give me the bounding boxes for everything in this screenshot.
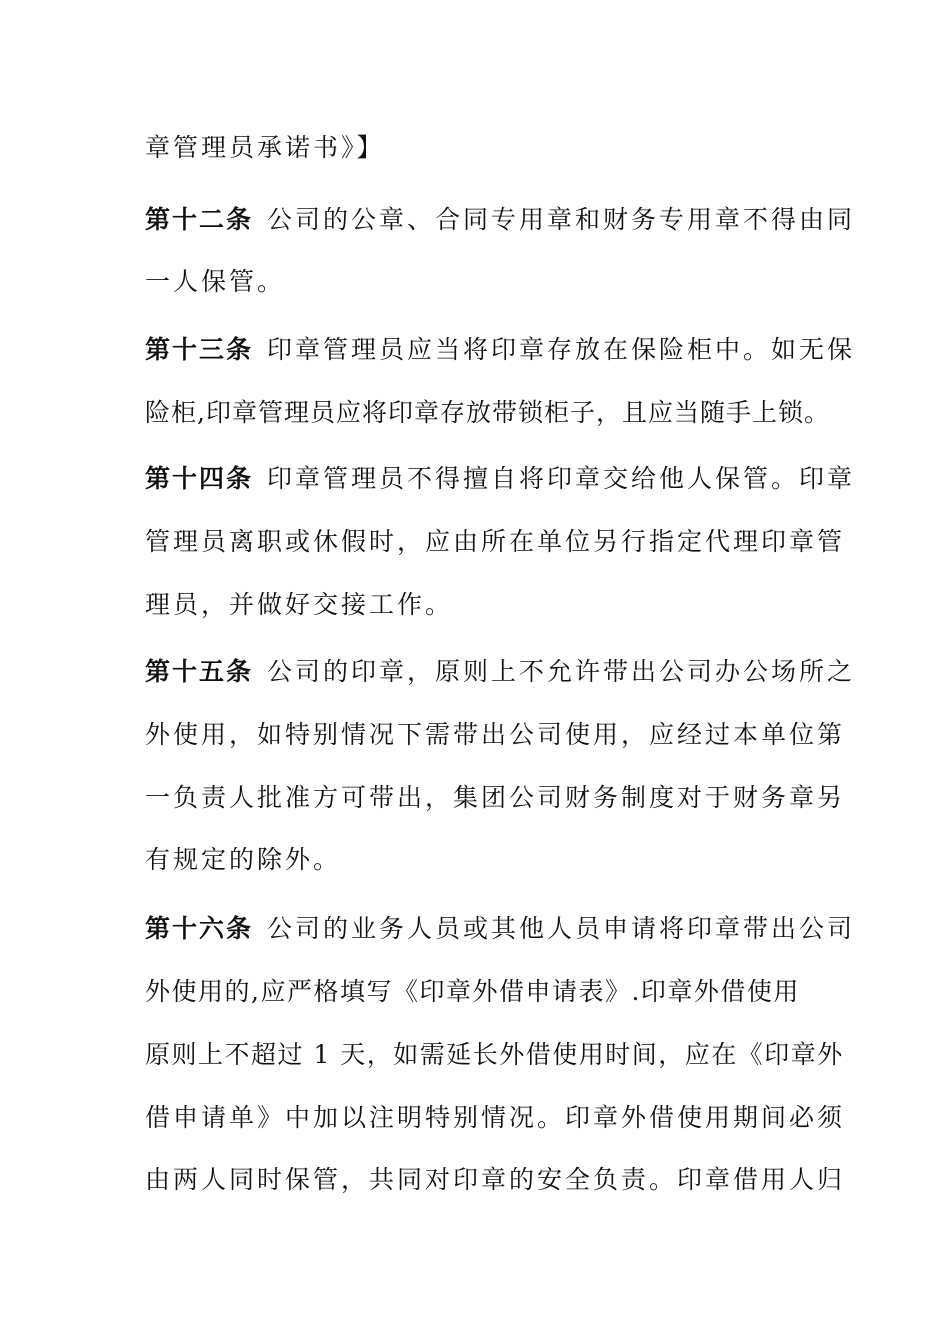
line-text: 印章管理员应当将印章存放在保险柜中。如无保 (267, 335, 856, 364)
text-line (145, 262, 825, 302)
text-line (145, 128, 825, 168)
line-text: 险柜,印章管理员应将印章存放带锁柜子，且应当随手上锁。 (145, 398, 830, 427)
line-text: 印章管理员不得擅自将印章交给他人保管。印章 (267, 464, 856, 493)
article-heading: 第十六条 (145, 914, 254, 943)
line-text: 外使用的,应严格填写《印章外借申请表》.印章外借使用 (145, 977, 800, 1006)
line-text: 有规定的除外。 (145, 845, 342, 874)
line-text: 公司的业务人员或其他人员申请将印章带出公司 (267, 914, 856, 943)
article-15-line (145, 652, 856, 692)
line-text: 公司的公章、合同专用章和财务专用章不得由同 (267, 205, 856, 234)
text-line (145, 585, 825, 625)
article-12-line (145, 200, 856, 240)
text-line (145, 715, 846, 755)
article-13-line (145, 330, 856, 370)
text-line (145, 840, 825, 880)
text-line (145, 1160, 846, 1200)
text-line (145, 972, 825, 1012)
line-text: 管理员离职或休假时，应由所在单位另行指定代理印章管 (145, 527, 846, 556)
article-16-line (145, 909, 856, 949)
line-text: 一负责人批准方可带出，集团公司财务制度对于财务章另 (145, 783, 846, 812)
line-text: 理员，并做好交接工作。 (145, 590, 454, 619)
line-text: 原则上不超过 1 天，如需延长外借使用时间，应在《印章外 (145, 1040, 844, 1069)
text-line (145, 1098, 846, 1138)
article-heading: 第十三条 (145, 335, 254, 364)
text-line (145, 1035, 844, 1075)
text-line (145, 522, 846, 562)
line-text: 借申请单》中加以注明特别情况。印章外借使用期间必须 (145, 1103, 846, 1132)
line-text: 公司的印章，原则上不允许带出公司办公场所之 (267, 657, 856, 686)
article-heading: 第十五条 (145, 657, 254, 686)
text-line (145, 778, 846, 818)
line-text: 外使用，如特别情况下需带出公司使用，应经过本单位第 (145, 720, 846, 749)
article-heading: 第十四条 (145, 464, 254, 493)
line-text: 由两人同时保管，共同对印章的安全负责。印章借用人归 (145, 1165, 846, 1194)
article-heading: 第十二条 (145, 205, 254, 234)
text-line (145, 393, 830, 433)
line-text: 一人保管。 (145, 267, 286, 296)
line-text: 章管理员承诺书》】 (145, 133, 385, 162)
article-14-line (145, 459, 856, 499)
